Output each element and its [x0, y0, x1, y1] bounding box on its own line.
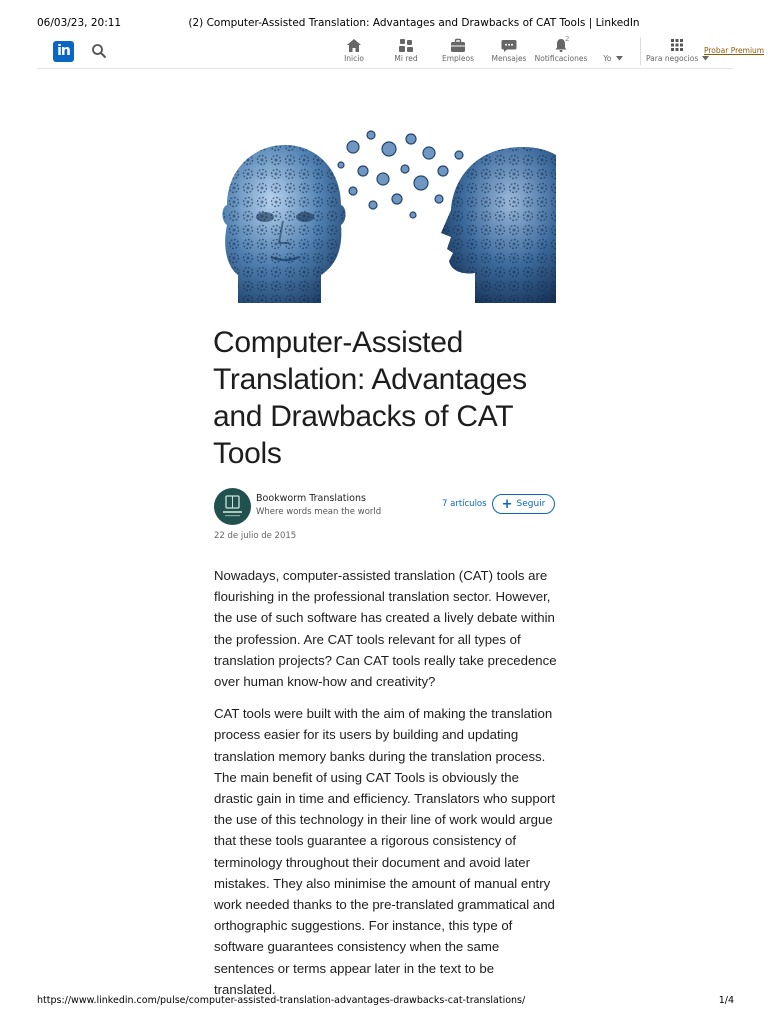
nav-notifications[interactable] — [531, 35, 591, 63]
left-head-shape — [223, 145, 346, 303]
linkedin-logo[interactable]: in — [53, 41, 74, 62]
author-avatar[interactable] — [214, 488, 251, 525]
nav-business-label: Para negocios — [646, 54, 699, 63]
home-icon — [346, 38, 362, 53]
nav-business[interactable] — [646, 38, 708, 63]
article-cover-image — [213, 125, 556, 305]
article-paragraph: CAT tools were built with the aim of making the translation process easier for its users by building and updating translation memory banks during the translation process. The main benefit of using CAT Tools is obviously the drastic gain in time and efficiency. Translators who support the use of this technology in their line of work would argue that these tools guarantee a rigorous consistency of terminology throughout their document and avoid later mistakes. They also minimise the amount of manual entry work needed thanks to the pre-translated grammatical and orthographic suggestions. For instance, this type of software guarantees consistency when the same sentences or terms appear later in the text to be translated. — [214, 706, 556, 997]
plus-icon: + — [501, 496, 513, 512]
message-icon — [501, 38, 517, 53]
article-body — [214, 565, 558, 1011]
nav-me[interactable] — [583, 46, 643, 65]
nav-messages-label: Mensajes — [491, 54, 527, 63]
follow-button[interactable] — [492, 494, 555, 514]
top-nav — [37, 34, 765, 69]
nav-messages[interactable] — [479, 38, 539, 63]
nav-divider — [640, 37, 641, 65]
article-title: Computer-Assisted Translation: Advantages and Drawbacks of CAT Tools — [213, 326, 527, 470]
chevron-down-icon — [616, 56, 623, 61]
notification-badge: 2 — [565, 35, 570, 43]
briefcase-icon — [450, 38, 466, 53]
search-icon[interactable] — [91, 43, 107, 59]
nav-network[interactable] — [376, 38, 436, 63]
nav-notifications-label: Notificaciones — [534, 54, 588, 63]
nav-network-label: Mi red — [394, 54, 418, 63]
bookworm-logo-icon — [214, 488, 251, 525]
people-icon — [398, 38, 414, 53]
publish-date: 22 de julio de 2015 — [214, 531, 297, 541]
try-premium-link[interactable]: Probar Premium — [704, 46, 765, 55]
print-url: https://www.linkedin.com/pulse/computer-assisted-translation-advantages-drawbacks-cat-translations/ — [37, 995, 526, 1006]
print-document-title: (2) Computer-Assisted Translation: Advantages and Drawbacks of CAT Tools | LinkedIn — [188, 17, 640, 29]
author-tagline: Where words mean the world — [256, 507, 382, 517]
flying-gears — [338, 131, 463, 218]
print-datetime: 06/03/23, 20:11 — [37, 17, 122, 29]
author-articles-link[interactable]: 7 artículos — [442, 499, 487, 509]
print-page-number: 1/4 — [718, 995, 734, 1006]
nav-home[interactable] — [324, 38, 384, 63]
nav-home-label: Inicio — [344, 54, 364, 63]
follow-button-label: Seguir — [516, 499, 546, 509]
article-paragraph: Nowadays, computer-assisted translation (CAT) tools are flourishing in the professional translation sector. However, the use of such software has created a lively debate within the profession. Are CAT tools relevant for all types of translation projects? Can CAT tools really take precedence over human know-how and creativity? — [214, 568, 557, 690]
grid-icon — [670, 38, 684, 52]
nav-me-label: Yo — [603, 54, 612, 63]
right-head-shape — [441, 147, 556, 303]
author-name[interactable]: Bookworm Translations — [256, 493, 366, 504]
chevron-down-icon — [702, 56, 709, 61]
nav-jobs-label: Empleos — [442, 54, 474, 63]
